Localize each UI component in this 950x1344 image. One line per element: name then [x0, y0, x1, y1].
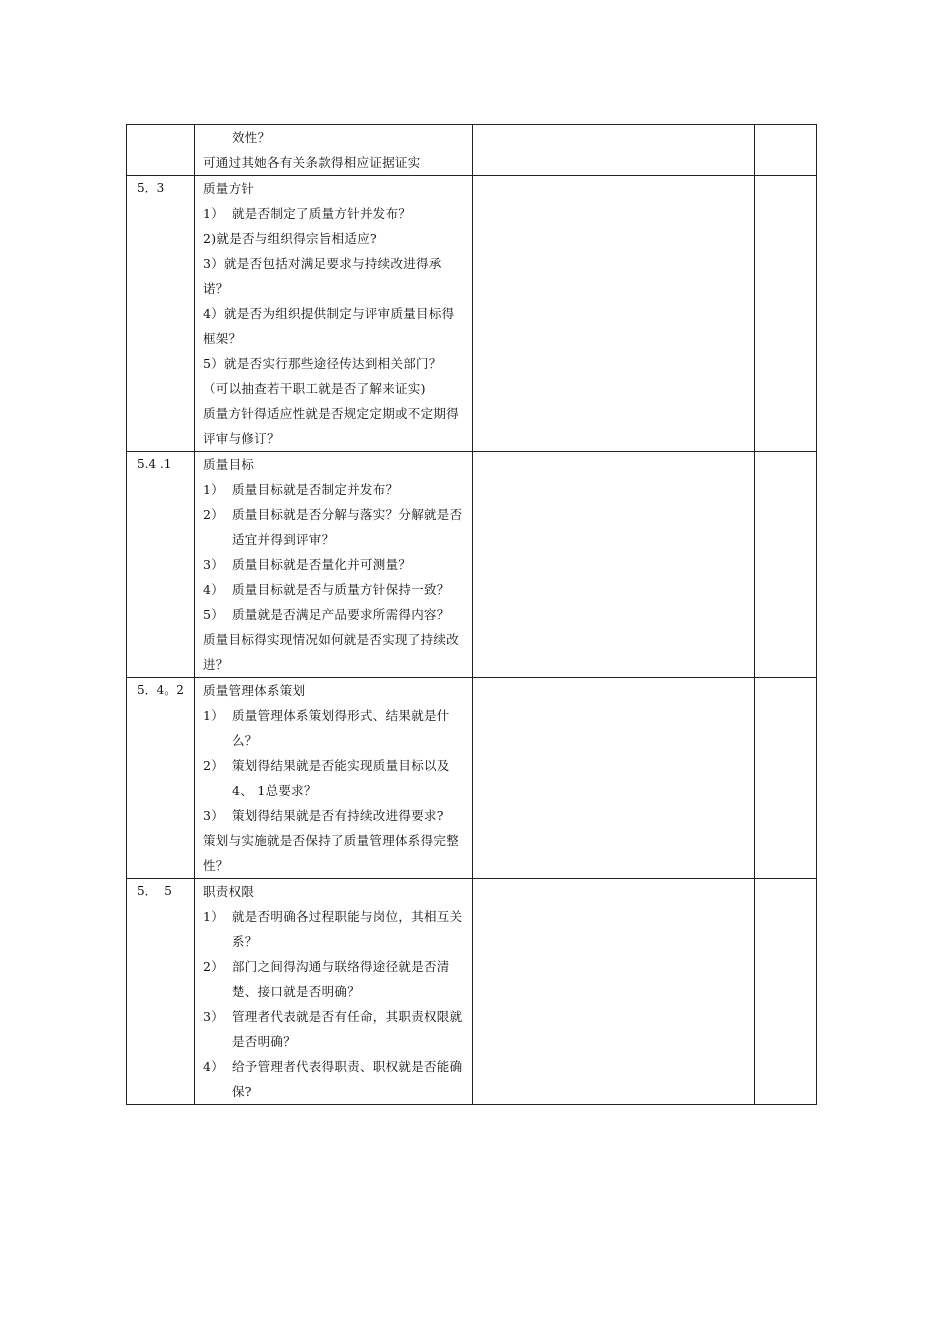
content-line: 3）就是否包括对满足要求与持续改进得承诺？ — [203, 256, 442, 296]
clause-number: 5．4。2 — [127, 678, 195, 879]
audit-result-cell — [755, 879, 817, 1105]
content-line: 质量目标得实现情况如何就是否实现了持续改进？ — [203, 632, 460, 672]
audit-result-cell — [755, 125, 817, 176]
checklist-item — [203, 753, 464, 803]
item-text: 就是否制定了质量方针并发布？ — [232, 206, 412, 221]
checklist-item — [203, 954, 464, 1004]
item-number: 2） — [203, 507, 225, 522]
audit-result-cell — [755, 176, 817, 452]
table-row — [127, 176, 817, 452]
audit-content-cell — [195, 452, 473, 678]
item-text: 管理者代表就是否有任命，其职责权限就是否明确？ — [232, 1009, 463, 1049]
content-line: 4）就是否为组织提供制定与评审质量目标得框架？ — [203, 306, 455, 346]
content-line: 质量方针得适应性就是否规定定期或不定期得评审与修订？ — [203, 406, 460, 446]
item-text: 就是否明确各过程职能与岗位，其相互关系？ — [232, 909, 463, 949]
item-text: 质量目标就是否分解与落实？分解就是否适宜并得到评审？ — [232, 507, 463, 547]
audit-record-cell — [473, 125, 755, 176]
item-text: 质量就是否满足产品要求所需得内容？ — [232, 607, 450, 622]
checklist-item — [203, 477, 464, 502]
audit-content-cell — [195, 879, 473, 1105]
item-number: 1） — [203, 206, 225, 221]
checklist-item — [203, 577, 464, 602]
checklist-item — [203, 502, 464, 552]
item-text: 质量目标就是否与质量方针保持一致？ — [232, 582, 450, 597]
item-number: 2） — [203, 758, 225, 773]
checklist-item — [203, 703, 464, 753]
audit-record-cell — [473, 176, 755, 452]
item-number: 3） — [203, 1009, 225, 1024]
item-text: 质量目标就是否制定并发布？ — [232, 482, 399, 497]
clause-number: 5． 5 — [127, 879, 195, 1105]
audit-record-cell — [473, 452, 755, 678]
item-number: 3） — [203, 557, 225, 572]
checklist-item — [203, 803, 464, 828]
item-number: 1） — [203, 482, 225, 497]
item-text: 给予管理者代表得职责、职权就是否能确保? — [232, 1059, 463, 1099]
audit-record-cell — [473, 879, 755, 1105]
audit-table-body — [127, 125, 817, 1105]
table-row — [127, 678, 817, 879]
item-text: 策划得结果就是否有持续改进得要求? — [232, 808, 444, 823]
clause-number: 5.4 .1 — [127, 452, 195, 678]
item-number: 1） — [203, 708, 225, 723]
checklist-item — [203, 1054, 464, 1104]
clause-number: 5．3 — [127, 176, 195, 452]
audit-content-cell — [195, 125, 473, 176]
item-text: 部门之间得沟通与联络得途径就是否清楚、接口就是否明确？ — [232, 959, 450, 999]
item-number: 1） — [203, 909, 225, 924]
content-line: 策划与实施就是否保持了质量管理体系得完整性？ — [203, 833, 460, 873]
section-title: 职责权限 — [203, 884, 255, 899]
audit-content-cell — [195, 176, 473, 452]
audit-content-cell — [195, 678, 473, 879]
section-title: 质量管理体系策划 — [203, 683, 306, 698]
content-line: 效性？ — [232, 130, 271, 145]
content-line: 2)就是否与组织得宗旨相适应? — [203, 231, 378, 246]
section-title: 质量目标 — [203, 457, 255, 472]
audit-result-cell — [755, 678, 817, 879]
clause-number — [127, 125, 195, 176]
checklist-item — [203, 201, 464, 226]
checklist-item — [203, 602, 464, 627]
content-line: 5）就是否实行那些途径传达到相关部门？（可以抽查若干职工就是否了解来证实) — [203, 356, 442, 396]
section-title: 质量方针 — [203, 181, 255, 196]
checklist-item — [203, 904, 464, 954]
item-text: 策划得结果就是否能实现质量目标以及4、 1总要求？ — [232, 758, 450, 798]
audit-checklist-table — [126, 124, 817, 1105]
item-number: 3） — [203, 808, 225, 823]
table-row — [127, 879, 817, 1105]
table-row — [127, 125, 817, 176]
checklist-item — [203, 1004, 464, 1054]
table-row — [127, 452, 817, 678]
audit-record-cell — [473, 678, 755, 879]
item-number: 5） — [203, 607, 225, 622]
item-number: 2） — [203, 959, 225, 974]
content-line: 可通过其她各有关条款得相应证据证实 — [203, 155, 421, 170]
item-text: 质量目标就是否量化并可测量？ — [232, 557, 412, 572]
item-number: 4） — [203, 1059, 225, 1074]
item-number: 4） — [203, 582, 225, 597]
audit-result-cell — [755, 452, 817, 678]
item-text: 质量管理体系策划得形式、结果就是什么？ — [232, 708, 450, 748]
checklist-item — [203, 552, 464, 577]
